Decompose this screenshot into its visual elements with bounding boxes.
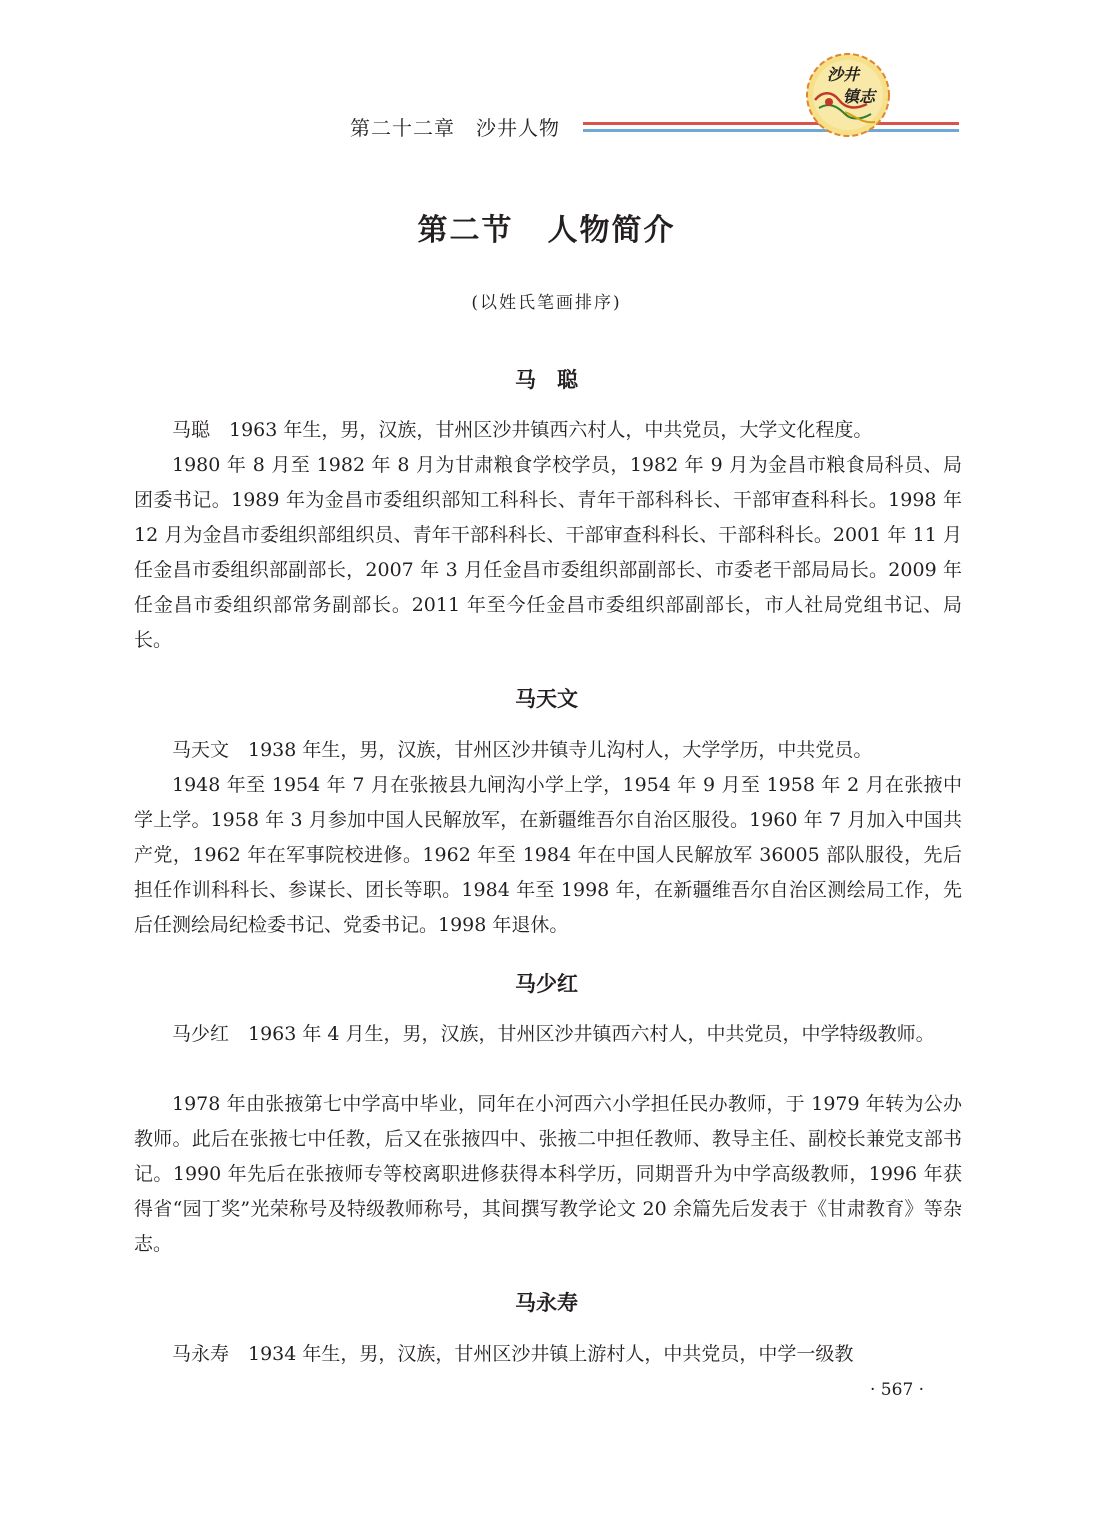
section-subtitle: (以姓氏笔画排序) [471,293,622,313]
page-number: · 567 · [870,1380,925,1400]
section-name: 人物简介 [547,213,676,248]
section-title [0,205,1093,249]
header-rule-blue [583,129,959,132]
person-intro-paragraph: 马少红 1963 年 4 月生，男，汉族，甘州区沙井镇西六村人，中共党员，中学特级教师。 [172,1023,935,1045]
town-gazetteer-logo [805,52,891,138]
logo-text-line1: 沙井 [827,65,860,84]
person-name-heading: 马少红 [515,972,578,996]
person-bio-paragraph: 1980 年 8 月至 1982 年 8 月为甘肃粮食学校学员，1982 年 9 月为金昌市粮食局科员、局团委书记。1989 年为金昌市委组织部知工科科长、青年干部科科长、干部审查科科长。1998 年 12 月为金昌市委组织部组织员、青年干部科科长、干部审查科科长、干部科科长。2001 年 11 月任金昌市委组织部副部长，2007 年 3 月任金昌市委组织部副部长、市委老干部局局长。2009 年任金昌市委组织部常务副部长。2011 年至今任金昌市委组织部副部长，市人社局党组书记、局长。 [134,454,962,651]
chapter-header: 第二十二章 沙井人物 [350,116,560,140]
person-name-heading: 马永寿 [515,1291,578,1315]
person-bio-paragraph: 1978 年由张掖第七中学高中毕业，同年在小河西六小学担任民办教师，于 1979 年转为公办教师。此后在张掖七中任教，后又在张掖四中、张掖二中担任教师、教导主任、副校长兼党支部书记。1990 年先后在张掖师专等校离职进修获得本科学历，同期晋升为中学高级教师，1996 年获得省“园丁奖”光荣称号及特级教师称号，其间撰写教学论文 20 余篇先后发表于《甘肃教育》等杂志。 [134,1093,962,1255]
person-intro-paragraph: 马聪 1963 年生，男，汉族，甘州区沙井镇西六村人，中共党员，大学文化程度。 [172,419,873,441]
logo-text [825,64,889,108]
logo-text-line2: 镇志 [843,87,876,106]
person-name-heading: 马 聪 [515,368,578,392]
person-bio-paragraph: 1948 年至 1954 年 7 月在张掖县九闸沟小学上学，1954 年 9 月至 1958 年 2 月在张掖中学上学。1958 年 3 月参加中国人民解放军，在新疆维吾尔自治区服役。1960 年 7 月加入中国共产党，1962 年在军事院校进修。1962 年至 1984 年在中国人民解放军 36005 部队服役，先后担任作训科科长、参谋长、团长等职。1984 年至 1998 年，在新疆维吾尔自治区测绘局工作，先后任测绘局纪检委书记、党委书记。1998 年退休。 [134,774,962,936]
section-number: 第二节 [417,213,514,248]
header-rule-red [583,122,959,125]
person-intro-paragraph: 马永寿 1934 年生，男，汉族，甘州区沙井镇上游村人，中共党员，中学一级教 [172,1343,854,1365]
person-name-heading: 马天文 [515,687,578,711]
person-intro-paragraph: 马天文 1938 年生，男，汉族，甘州区沙井镇寺儿沟村人，大学学历，中共党员。 [172,739,873,761]
